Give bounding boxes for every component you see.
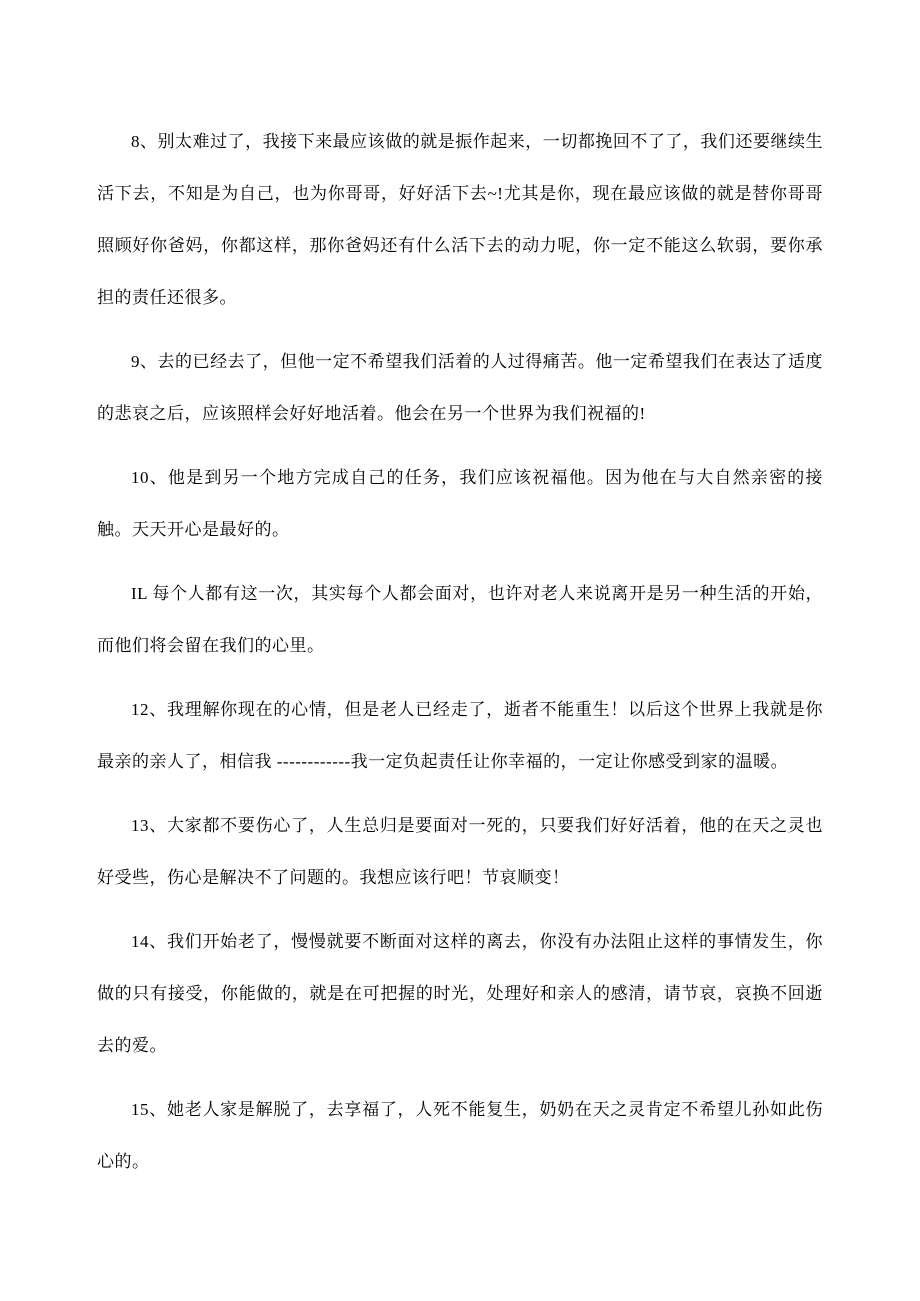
- paragraph-10: 10、他是到另一个地方完成自己的任务，我们应该祝福他。因为他在与大自然亲密的接触。天天开心是最好的。: [97, 468, 823, 539]
- paragraph-12: 12、我理解你现在的心情，但是老人已经走了，逝者不能重生！以后这个世界上我就是你最亲的亲人了，相信我 ------------我一定负起责任让你幸福的，一定让你感受到家的温暖。: [97, 700, 823, 771]
- paragraph-11: IL 每个人都有这一次，其实每个人都会面对，也许对老人来说离开是另一种生活的开始，而他们将会留在我们的心里。: [97, 584, 823, 655]
- paragraph-9: 9、去的已经去了，但他一定不希望我们活着的人过得痛苦。他一定希望我们在表达了适度的悲哀之后，应该照样会好好地活着。他会在另一个世界为我们祝福的!: [97, 352, 823, 423]
- paragraph-13: 13、大家都不要伤心了，人生总归是要面对一死的，只要我们好好活着，他的在天之灵也好受些，伤心是解决不了问题的。我想应该行吧！节哀顺变！: [97, 816, 823, 887]
- paragraph-14: 14、我们开始老了，慢慢就要不断面对这样的离去，你没有办法阻止这样的事情发生，你做的只有接受，你能做的，就是在可把握的时光，处理好和亲人的感清，请节哀，哀换不回逝去的爱。: [97, 932, 823, 1055]
- paragraph-15: 15、她老人家是解脱了，去享福了，人死不能复生，奶奶在天之灵肯定不希望儿孙如此伤心的。: [97, 1100, 823, 1171]
- paragraph-8: 8、别太难过了，我接下来最应该做的就是振作起来，一切都挽回不了了，我们还要继续生活下去，不知是为自己，也为你哥哥，好好活下去~!尤其是你，现在最应该做的就是替你哥哥照顾好你爸妈，你都这样，那你爸妈还有什么活下去的动力呢，你一定不能这么软弱，要你承担的责任还很多。: [97, 132, 823, 307]
